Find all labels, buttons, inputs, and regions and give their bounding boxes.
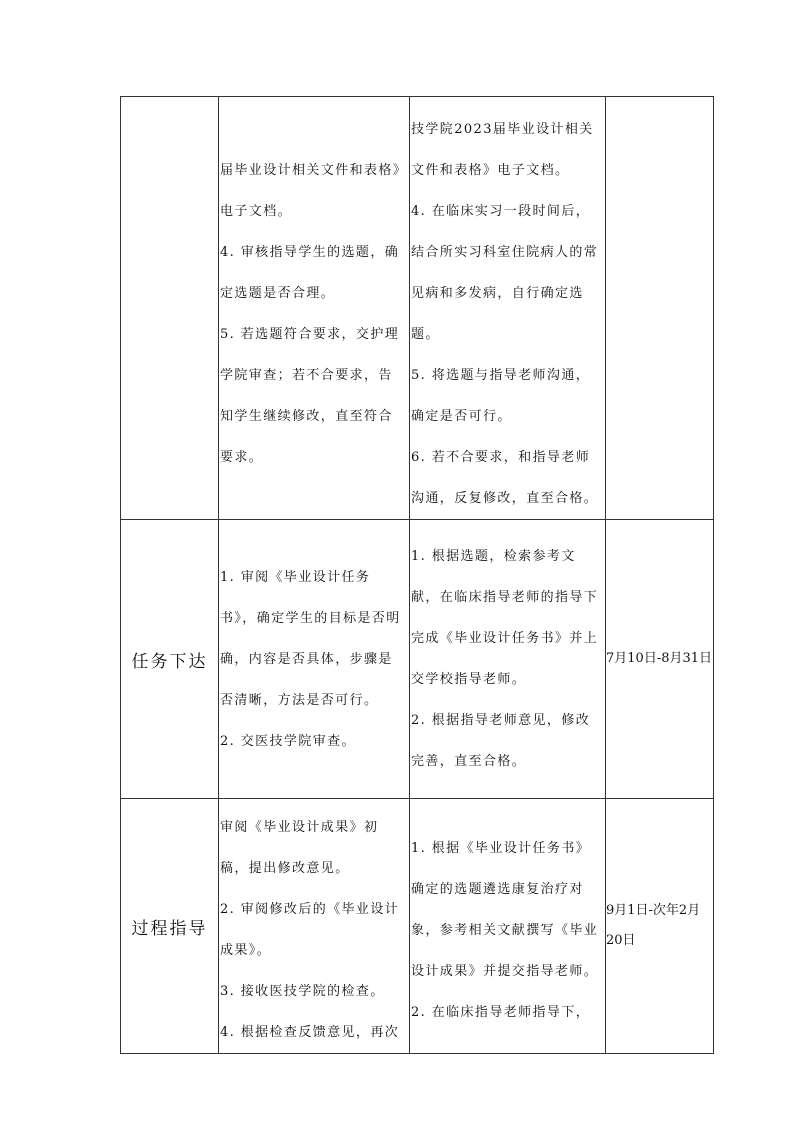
teacher-item: 届毕业设计相关文件和表格》电子文档。 [220, 163, 401, 219]
time-cell: 7月10日-8月31日 [606, 520, 714, 799]
teacher-item: 4. 审核指导学生的选题，确定选题是否合理。 [220, 245, 400, 301]
table-row [121, 97, 714, 520]
student-item: 技学院2023届毕业设计相关文件和表格》电子文档。 [411, 122, 594, 178]
teacher-item: 5. 若选题符合要求，交护理学院审查；若不合要求，告知学生继续修改，直至符合要求。 [220, 327, 400, 465]
teacher-item: 审阅《毕业设计成果》初稿，提出修改意见。 [220, 820, 379, 876]
time-cell [606, 97, 714, 520]
teacher-item: 4. 根据检查反馈意见，再次 [220, 1025, 400, 1040]
table-row [121, 520, 714, 799]
student-duties-cell [410, 520, 606, 799]
student-item: 2. 根据指导老师意见，修改完善，直至合格。 [411, 713, 591, 769]
student-item: 6. 若不合要求，和指导老师沟通，反复修改，直至合格。 [411, 450, 599, 506]
table-row [121, 799, 714, 1054]
time-cell: 9月1日-次年2月20日 [606, 799, 714, 1054]
student-item: 1. 根据《毕业设计任务书》确定的选题遴选康复治疗对象，参考相关文献撰写《毕业设计成果》并提交指导老师。 [411, 840, 599, 979]
teacher-item: 1. 审阅《毕业设计任务书》，确定学生的目标是否明确，内容是否具体，步骤是否清晰，方法是否可行。 [220, 569, 401, 708]
student-item: 4. 在临床实习一段时间后，结合所实习科室住院病人的常见病和多发病，自行确定选题。 [411, 204, 599, 342]
teacher-item: 3. 接收医技学院的检查。 [220, 984, 385, 999]
teacher-item: 2. 审阅修改后的《毕业设计成果》。 [220, 902, 400, 958]
teacher-item: 2. 交医技学院审查。 [220, 733, 356, 749]
student-duties-cell [410, 799, 606, 1054]
stage-cell: 过程指导 [121, 799, 219, 1054]
teacher-duties-cell [219, 97, 410, 520]
stage-cell [121, 97, 219, 520]
student-item: 2. 在临床指导老师指导下， [411, 1004, 591, 1020]
student-item: 1. 根据选题，检索参考文献，在临床指导老师的指导下完成《毕业设计任务书》并上交学校指导老师。 [411, 549, 599, 687]
student-item: 5. 将选题与指导老师沟通，确定是否可行。 [411, 368, 591, 424]
design-schedule-table [120, 96, 714, 1054]
student-duties-cell [410, 97, 606, 520]
teacher-duties-cell [219, 799, 410, 1054]
teacher-duties-cell [219, 520, 410, 799]
stage-cell: 任务下达 [121, 520, 219, 799]
